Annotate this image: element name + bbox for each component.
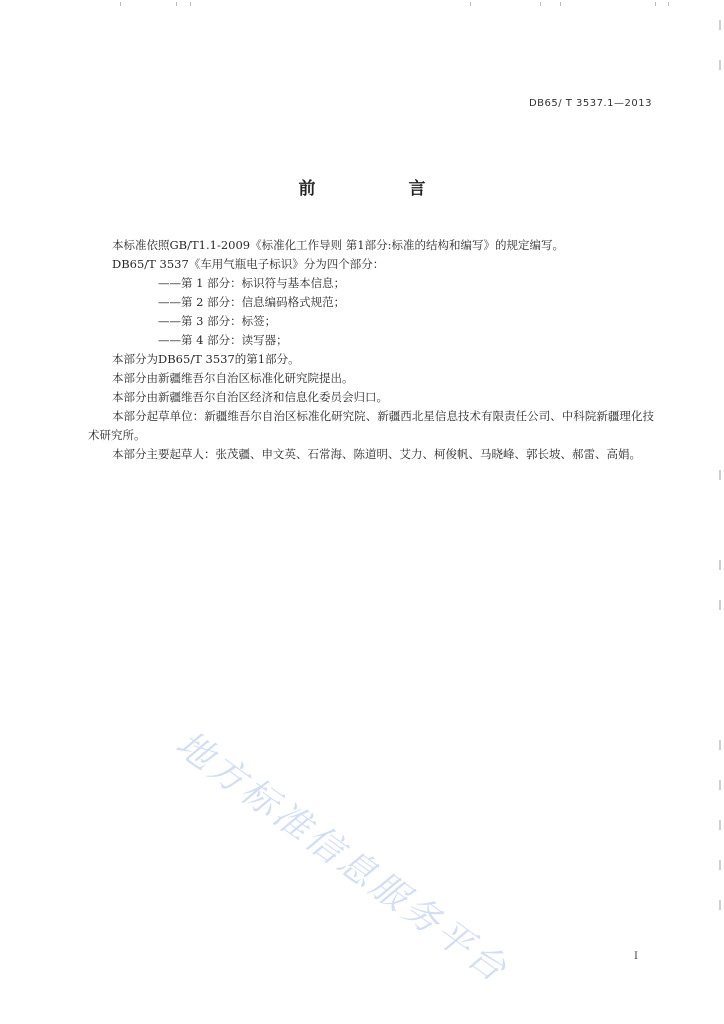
- paragraph-basis: 本标准依照GB/T1.1-2009《标准化工作导则 第1部分:标准的结构和编写》的规定编写。: [112, 238, 564, 252]
- foreword-body: [88, 236, 654, 464]
- page-title: 前 言: [298, 179, 464, 199]
- watermark-text: 地方标准信息服务平台: [168, 723, 516, 992]
- paragraph-this-part: 本部分为DB65/T 3537的第1部分。: [112, 352, 300, 366]
- list-item: ——第 4 部分：读写器；: [158, 333, 288, 347]
- paragraph-drafting-units: 本部分起草单位：新疆维吾尔自治区标准化研究院、新疆西北星信息技术有限责任公司、中科院新疆理化技术研究所。: [88, 409, 654, 442]
- list-item: ——第 1 部分：标识符与基本信息；: [158, 276, 346, 290]
- paragraph-drafters: 本部分主要起草人：张茂疆、申文英、石常海、陈道明、艾力、柯俊帆、马晓峰、郭长坡、郝雷、高娟。: [112, 447, 641, 461]
- page-number: I: [634, 951, 638, 962]
- paragraph-parts-intro: DB65/T 3537《车用气瓶电子标识》分为四个部分：: [112, 257, 385, 271]
- paragraph-administrator: 本部分由新疆维吾尔自治区经济和信息化委员会归口。: [112, 390, 388, 404]
- list-item: ——第 3 部分：标签；: [158, 314, 277, 328]
- standard-number: DB65/ T 3537.1—2013: [528, 98, 652, 109]
- scan-edge-marks: [0, 2, 724, 8]
- list-item: ——第 2 部分：信息编码格式规范；: [158, 295, 346, 309]
- paragraph-proposer: 本部分由新疆维吾尔自治区标准化研究院提出。: [112, 371, 354, 385]
